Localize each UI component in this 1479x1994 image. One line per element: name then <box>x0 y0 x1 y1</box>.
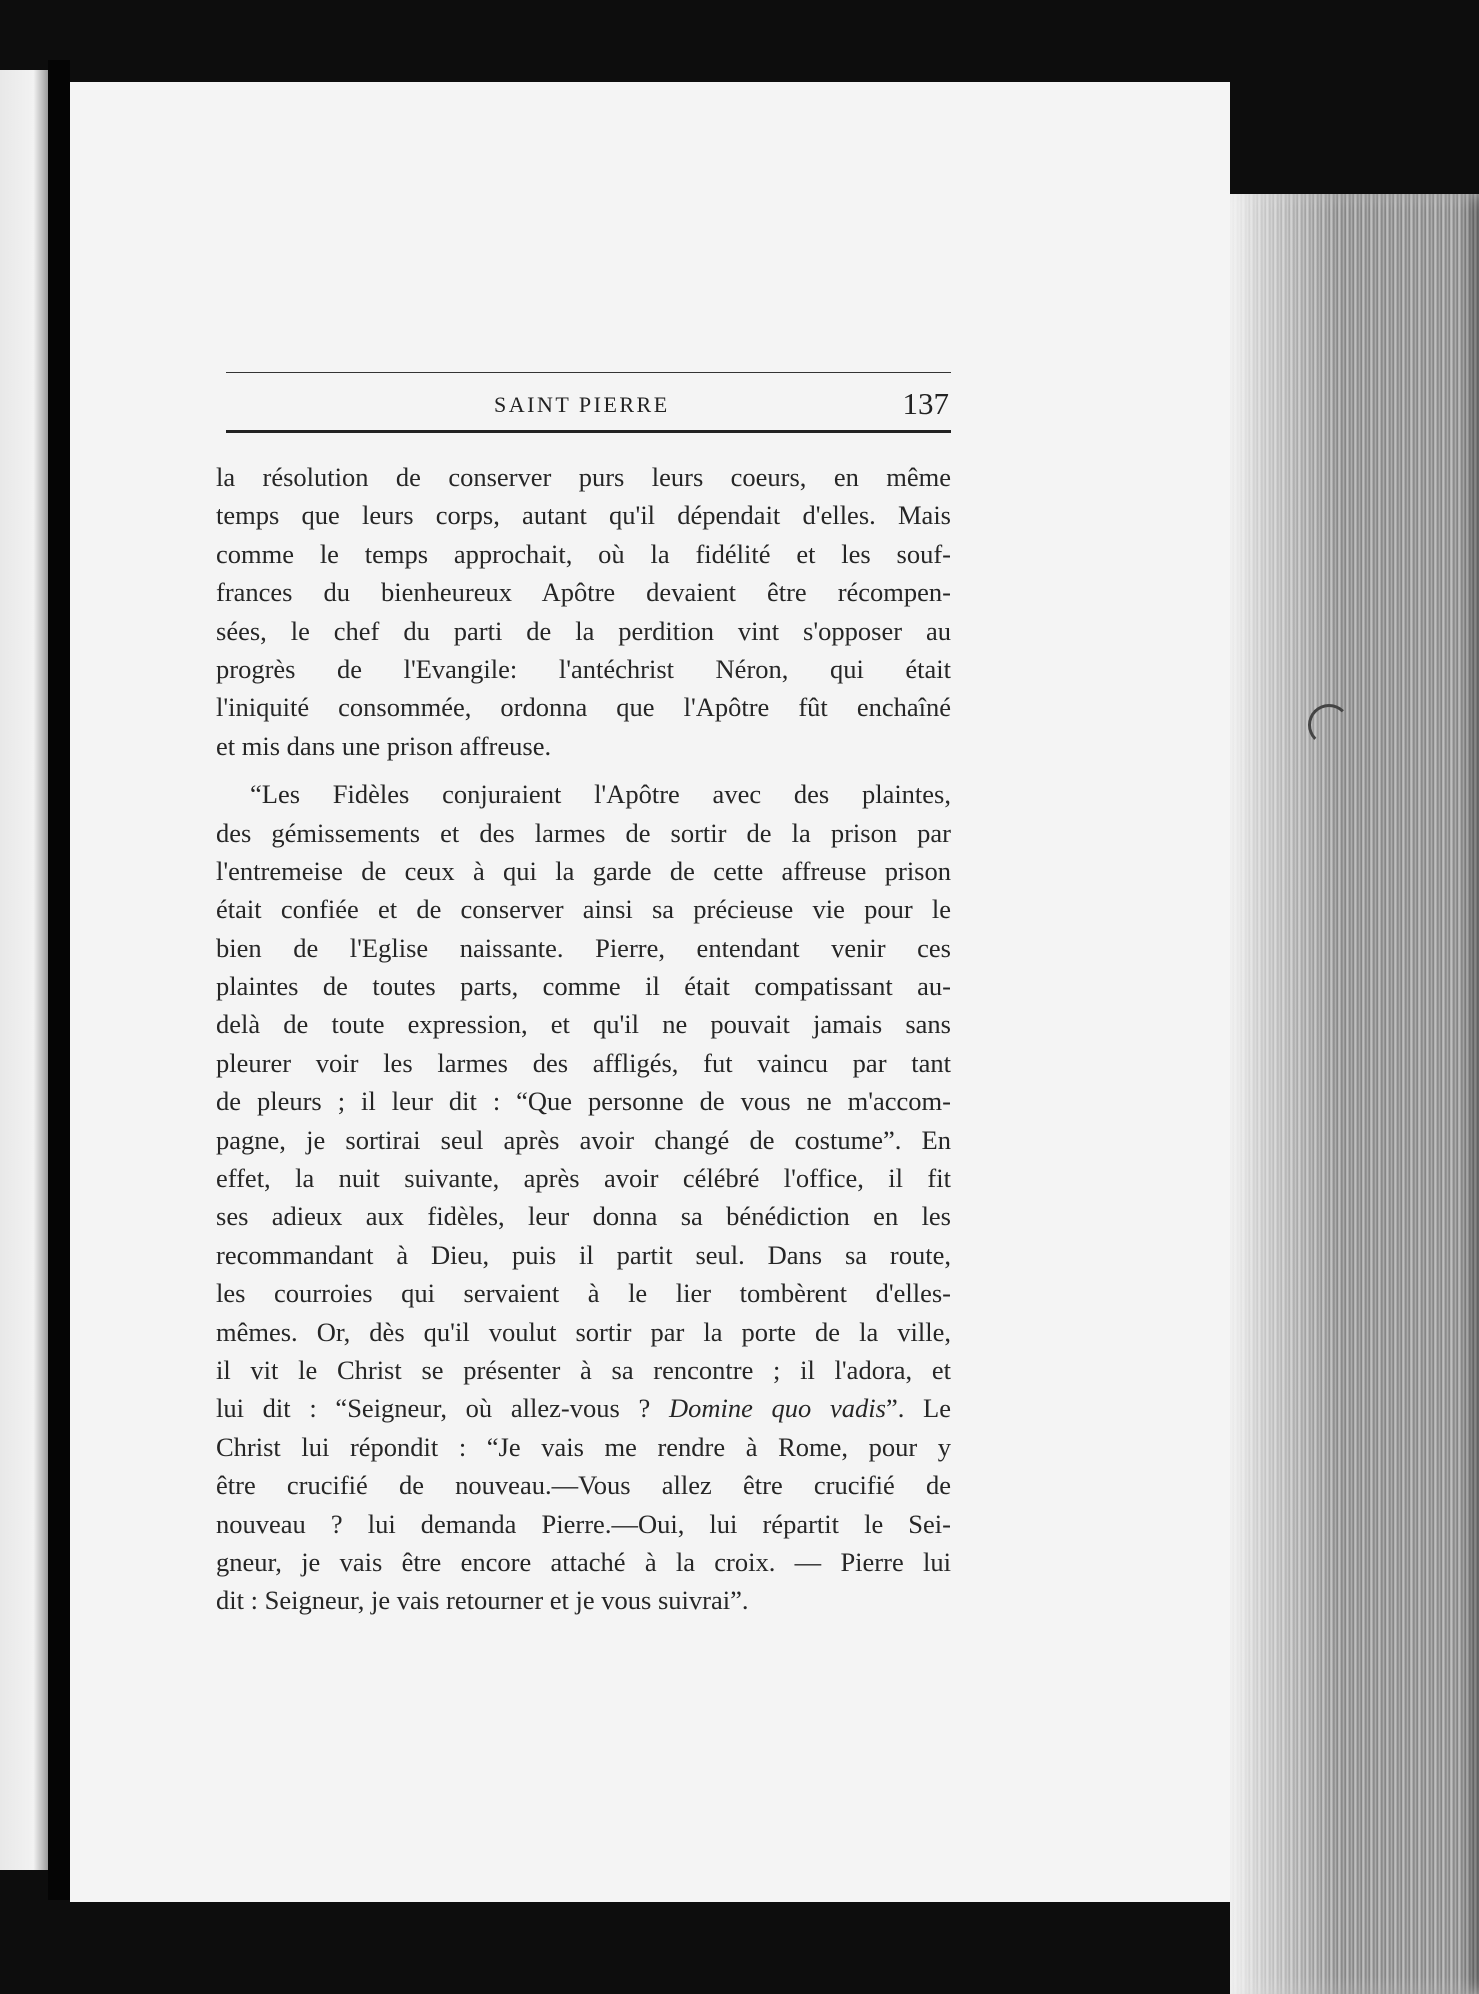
paragraph-2 <box>216 775 951 1620</box>
text-line: pagne, je sortirai seul après avoir changé de costume”. En <box>216 1124 951 1155</box>
text-line: progrès de l'Evangile: l'antéchrist Néron, qui était <box>216 653 951 684</box>
text-line: les courroies qui servaient à le lier tombèrent d'elles- <box>216 1278 951 1309</box>
text-line: il vit le Christ se présenter à sa rencontre ; il l'adora, et <box>216 1354 951 1385</box>
text-line: sées, le chef du parti de la perdition vint s'opposer au <box>216 615 951 646</box>
text-line: frances du bienheureux Apôtre devaient être récompen- <box>216 577 951 608</box>
text-line: et mis dans une prison affreuse. <box>216 730 552 761</box>
text-line: dit : Seigneur, je vais retourner et je vous suivrai”. <box>216 1585 749 1616</box>
text-line: était confiée et de conserver ainsi sa précieuse vie pour le <box>216 894 951 925</box>
book-gutter <box>48 60 70 1900</box>
text-line: de pleurs ; il leur dit : “Que personne de vous ne m'accom- <box>216 1086 951 1117</box>
text-line: ses adieux aux fidèles, leur donna sa bénédiction en les <box>216 1201 951 1232</box>
text-line: des gémissements et des larmes de sortir de la prison par <box>216 817 951 848</box>
running-header <box>226 372 951 438</box>
running-title: SAINT PIERRE <box>494 392 670 417</box>
quote-after: ”. Le <box>885 1393 951 1424</box>
text-line-with-latin <box>216 1389 951 1427</box>
text-line: temps que leurs corps, autant qu'il dépendait d'elles. Mais <box>216 500 951 531</box>
quote-before: lui dit : “Seigneur, où allez-vous ? <box>216 1393 669 1424</box>
text-line: mêmes. Or, dès qu'il voulut sortir par la porte de la ville, <box>216 1316 951 1347</box>
latin-phrase: Domine quo vadis <box>668 1393 886 1424</box>
page-number: 137 <box>902 386 949 421</box>
body-text <box>216 458 951 1620</box>
binding-mark <box>1308 704 1350 746</box>
text-line: pleurer voir les larmes des affligés, fut vaincu par tant <box>216 1047 951 1078</box>
text-line: bien de l'Eglise naissante. Pierre, entendant venir ces <box>216 932 951 963</box>
text-line: l'entremeise de ceux à qui la garde de cette affreuse prison <box>216 855 951 886</box>
text-line: la résolution de conserver purs leurs coeurs, en même <box>216 462 951 492</box>
header-rule-top <box>226 372 951 373</box>
text-line: delà de toute expression, et qu'il ne pouvait jamais sans <box>216 1009 951 1040</box>
page-edge-shading <box>1230 194 1340 1994</box>
text-line: être crucifié de nouveau.—Vous allez être crucifié de <box>216 1470 951 1501</box>
text-line: nouveau ? lui demanda Pierre.—Oui, lui répartit le Sei- <box>216 1508 951 1539</box>
text-line: plaintes de toutes parts, comme il était compatissant au- <box>216 971 951 1002</box>
text-line: gneur, je vais être encore attaché à la croix. — Pierre lui <box>216 1546 951 1577</box>
facing-page-edge <box>0 70 48 1870</box>
text-line: effet, la nuit suivante, après avoir célébré l'office, il fit <box>216 1163 951 1194</box>
text-line: “Les Fidèles conjuraient l'Apôtre avec des plaintes, <box>250 779 951 810</box>
text-line: Christ lui répondit : “Je vais me rendre à Rome, pour y <box>216 1431 951 1462</box>
text-line: comme le temps approchait, où la fidélité et les souf- <box>216 538 951 569</box>
text-line: recommandant à Dieu, puis il partit seul. Dans sa route, <box>216 1239 951 1270</box>
header-rule-bottom <box>226 430 951 433</box>
paragraph-1 <box>216 458 951 765</box>
text-line: l'iniquité consommée, ordonna que l'Apôtre fût enchaîné <box>216 692 951 723</box>
